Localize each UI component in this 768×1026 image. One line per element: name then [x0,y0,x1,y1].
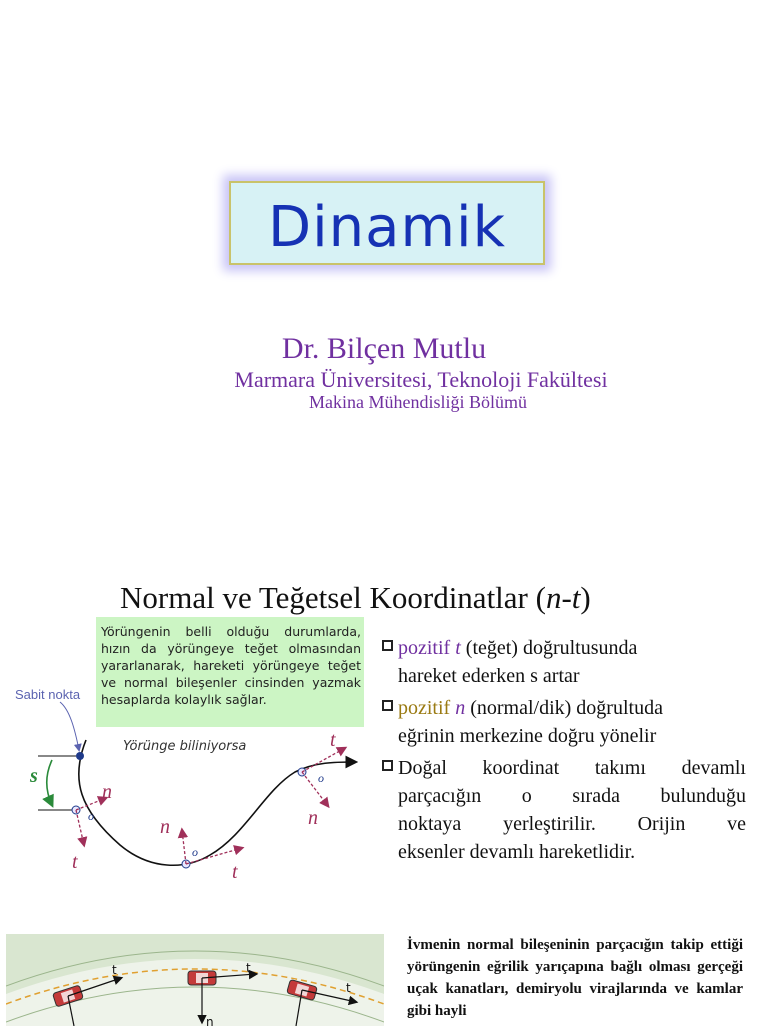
s-arrow [47,760,52,805]
info-box: Yörüngenin belli olduğu durumlarda, hızın da yörüngeye teğet olmasından yararlanarak, hareketi yörüngeye teğet ve normal bileşenler cinsinden yazmak hesaplarda kolaylık sağlar. [96,617,364,727]
title-box [229,181,545,265]
path-label: Yörünge biliniyorsa [123,739,247,754]
t-label-3: t [330,729,336,751]
svg-text:o: o [192,845,198,859]
bullet-3-line-3: noktaya yerleştirilir. Orijin ve [398,813,746,835]
bullet-2-line-2: eğrinin merkezine doğru yönelir [398,725,657,747]
positive-t-label: pozitif t [398,637,461,659]
n-label-3: n [308,807,318,829]
svg-text:t: t [246,961,251,975]
svg-text:o: o [318,771,324,785]
bullet-1-line-1: (teğet) doğrultusunda [460,637,638,659]
svg-text:o: o [88,809,94,823]
n-label-1: n [102,781,112,803]
fixed-point-dot [76,752,84,760]
fixed-point-label: Sabit nokta [15,687,81,702]
svg-text:t: t [112,963,117,977]
checkbox-square-icon [382,640,393,651]
heading-dash: - [561,580,572,615]
n-label-2: n [160,816,170,838]
checkbox-square-icon [382,700,393,711]
trajectory-curve [79,740,355,865]
bullet-natural-coords [382,754,746,866]
bullet-1-line-2: hareket ederken s artar [398,665,580,687]
t-label-1: t [72,851,78,873]
bullet-3-line-2: parçacığın o sırada bulunduğu [398,785,746,807]
bullet-3-line-1: Doğal koordinat takımı devamlı [398,757,746,779]
svg-text:t: t [346,981,351,995]
bullet-3-line-4: eksenler devamlı hareketlidir. [398,841,636,863]
heading-close: ) [580,580,591,615]
author-name: Dr. Bilçen Mutlu [281,332,487,365]
curved-track-illustration [6,934,384,1026]
checkbox-square-icon [382,760,393,771]
heading-n: n [545,580,562,615]
s-label: s [30,765,38,787]
fixed-point-pointer [60,702,79,750]
slide-title: Dinamik [267,195,507,260]
t-label-2: t [232,861,238,883]
bullet-positive-t [382,634,746,690]
heading-main: Normal ve Teğetsel Koordinatlar ( [120,580,546,615]
university-name: Marmara Üniversitesi, Teknoloji Fakültesi [234,367,608,392]
bullet-2-line-1: (normal/dik) doğrultuda [465,697,663,719]
bullet-list [382,634,746,870]
nt-coordinate-diagram [10,670,360,885]
bottom-paragraph: İvmenin normal bileşeninin parçacığın takip ettiği yörüngenin eğrilik yarıçapına bağlı olması gerçeği uçak kanatları, demiryolu virajlarında ve kamlar gibi hayli [407,937,743,1019]
heading-t: t [571,580,581,615]
positive-n-label: pozitif n [398,697,466,719]
slide2-heading [120,580,591,616]
department-name: Makina Mühendisliği Bölümü [309,392,527,412]
bullet-positive-n [382,694,746,750]
svg-text:n: n [206,1015,214,1026]
